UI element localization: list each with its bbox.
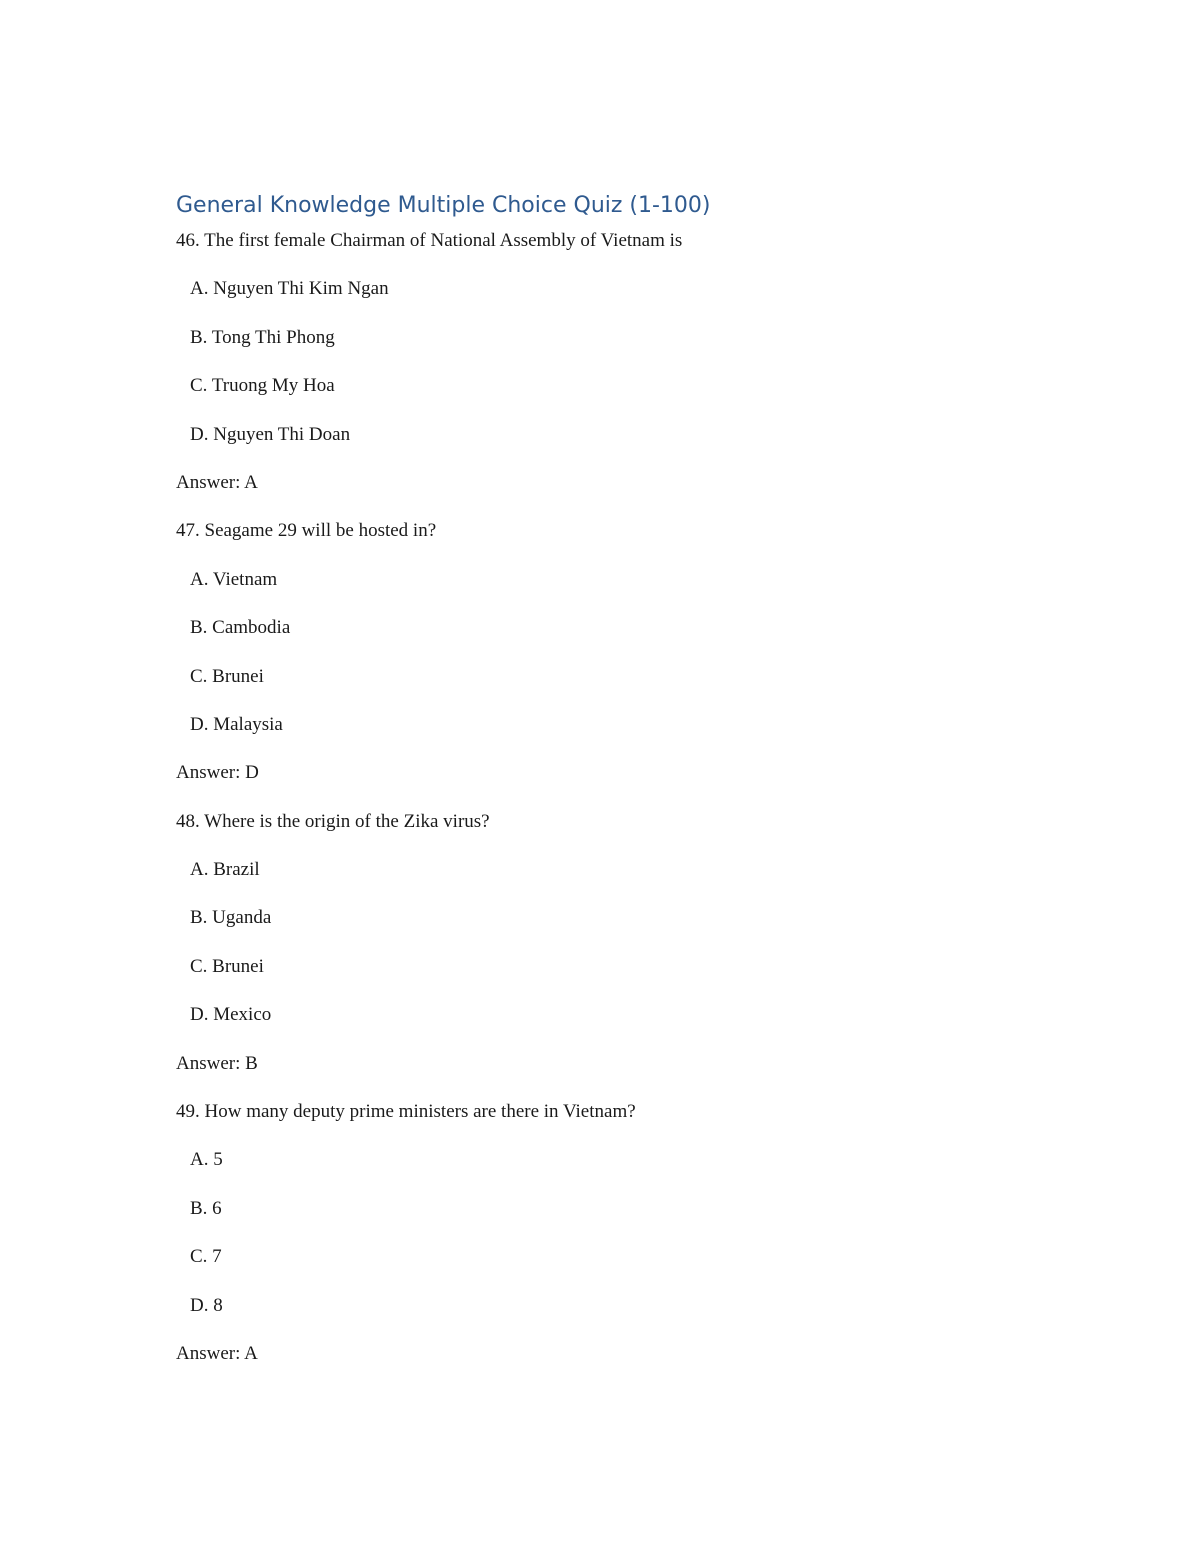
- answer-option: A. Vietnam: [190, 568, 278, 590]
- answer-option: D. Mexico: [190, 1004, 272, 1026]
- question-text: 46. The first female Chairman of National Assembly of Vietnam is: [176, 230, 683, 251]
- answer-key: Answer: D: [176, 762, 259, 784]
- document-title: General Knowledge Multiple Choice Quiz (1-100): [176, 193, 711, 218]
- answer-option: A. Nguyen Thi Kim Ngan: [190, 278, 389, 300]
- answer-option: C. Truong My Hoa: [190, 375, 335, 397]
- answer-key: Answer: A: [176, 1342, 258, 1364]
- answer-option: C. Brunei: [190, 955, 264, 977]
- answer-option: D. Malaysia: [190, 713, 283, 735]
- answer-option: C. Brunei: [190, 665, 264, 687]
- answer-key: Answer: A: [176, 471, 258, 493]
- answer-option: D. 8: [190, 1294, 223, 1316]
- question-text: 48. Where is the origin of the Zika virus?: [176, 810, 490, 832]
- answer-key: Answer: B: [176, 1052, 258, 1074]
- answer-option: B. Tong Thi Phong: [190, 326, 335, 348]
- answer-option: A. Brazil: [190, 859, 260, 881]
- question-text: 49. How many deputy prime ministers are there in Vietnam?: [176, 1101, 636, 1123]
- answer-option: A. 5: [190, 1149, 223, 1171]
- quiz-content: [176, 226, 1076, 1387]
- question-text: 47. Seagame 29 will be hosted in?: [176, 520, 437, 542]
- answer-option: D. Nguyen Thi Doan: [190, 423, 351, 445]
- answer-option: B. Uganda: [190, 907, 272, 929]
- answer-option: B. Cambodia: [190, 617, 291, 639]
- answer-option: C. 7: [190, 1246, 222, 1268]
- answer-option: B. 6: [190, 1197, 222, 1219]
